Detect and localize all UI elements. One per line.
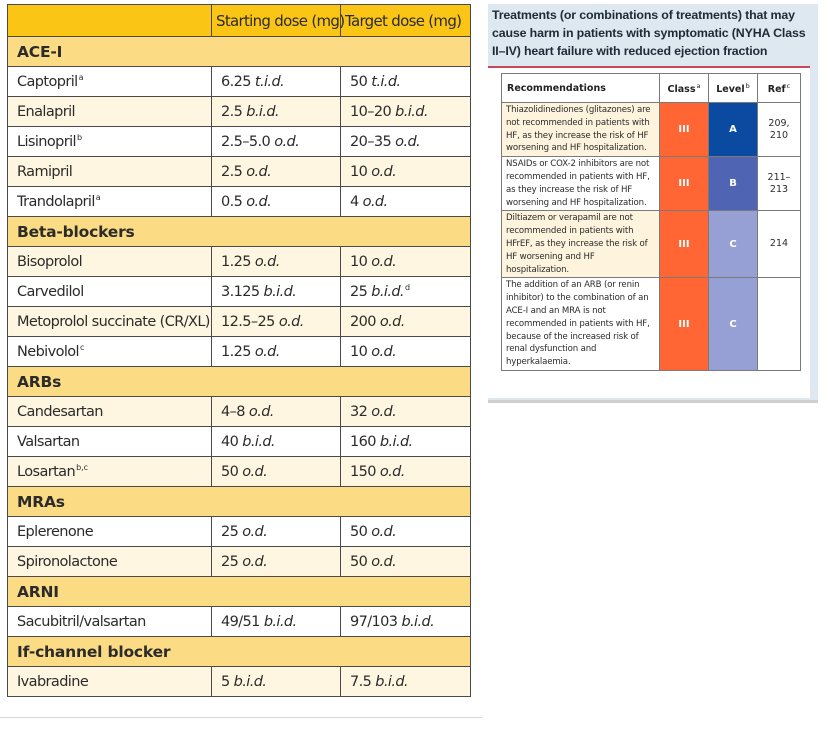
reference-cell: 214: [758, 211, 801, 278]
target-dose-value: 10: [350, 164, 368, 180]
target-dose-frequency: o.d.: [371, 554, 397, 570]
reference-cell: 211–213: [758, 157, 801, 211]
drug-name-cell: [8, 97, 212, 127]
drug-name: Spironolactone: [17, 554, 118, 570]
dose-table: [7, 4, 471, 697]
starting-dose-value: 12.5–25: [221, 313, 275, 330]
recommendations-panel: [488, 4, 818, 400]
starting-dose-cell: [212, 127, 341, 157]
recommendation-text: Thiazolidinediones (glitazones) are not recommended in patients with HF, as they increase the risk of HF worsening and HF hospitalization.: [502, 103, 660, 157]
drug-name: Captopril: [17, 74, 78, 90]
recommendations-table: [501, 73, 801, 371]
target-dose-value: 50: [350, 554, 368, 570]
starting-dose-value: 25: [221, 523, 239, 540]
target-dose-frequency: o.d.: [371, 344, 397, 360]
target-dose-cell: [341, 247, 471, 277]
recommendation-text: NSAIDs or COX-2 inhibitors are not recommended in patients with HF, as they increase the risk of HF worsening and HF hospitalization.: [502, 157, 660, 211]
target-dose-value: 50: [350, 74, 368, 90]
starting-dose-frequency: b.i.d.: [233, 673, 267, 690]
drug-name: Metoprolol succinate (CR/XL): [17, 314, 210, 330]
drug-row: [8, 427, 471, 457]
drug-row: [8, 247, 471, 277]
starting-dose-cell: [212, 67, 341, 97]
target-dose-value: 10: [350, 254, 368, 270]
header-level-label: Level: [716, 83, 745, 95]
header-ref: [758, 74, 801, 103]
target-dose-value: 97/103: [350, 614, 398, 630]
drug-class-row: [8, 217, 471, 247]
drug-name: Trandolapril: [17, 194, 95, 210]
drug-name-cell: [8, 247, 212, 277]
header-ref-label: Ref: [767, 83, 786, 95]
dose-table-container: [7, 4, 470, 697]
drug-name-cell: [8, 457, 212, 487]
drug-name: Valsartan: [17, 434, 80, 450]
drug-name-cell: [8, 67, 212, 97]
starting-dose-cell: [212, 667, 341, 697]
target-dose-value: 150: [350, 464, 376, 480]
recommendation-row: [502, 157, 801, 211]
header-class-footnote: a: [696, 81, 701, 90]
starting-dose-cell: [212, 247, 341, 277]
target-dose-frequency: t.i.d.: [371, 74, 401, 90]
drug-footnote: a: [78, 73, 84, 82]
starting-dose-value: 25: [221, 553, 239, 570]
target-dose-value: 50: [350, 524, 368, 540]
starting-dose-frequency: o.d.: [242, 463, 268, 480]
drug-row: [8, 277, 471, 307]
starting-dose-frequency: b.i.d.: [246, 103, 279, 120]
drug-class-name: ACE-I: [8, 37, 471, 67]
target-dose-frequency: b.i.d.: [371, 284, 404, 300]
level-badge: C: [709, 211, 758, 278]
drug-name-cell: [8, 427, 212, 457]
dose-table-header-row: [8, 5, 471, 37]
drug-class-row: [8, 487, 471, 517]
target-dose-cell: [341, 187, 471, 217]
header-class: [660, 74, 709, 103]
header-level: [709, 74, 758, 103]
target-dose-cell: [341, 607, 471, 637]
drug-row: [8, 307, 471, 337]
starting-dose-cell: [212, 607, 341, 637]
drug-row: [8, 607, 471, 637]
drug-name-cell: [8, 607, 212, 637]
target-dose-cell: [341, 97, 471, 127]
drug-name-cell: [8, 127, 212, 157]
target-dose-frequency: o.d.: [379, 314, 405, 330]
starting-dose-frequency: o.d.: [254, 253, 280, 270]
target-dose-cell: [341, 337, 471, 367]
starting-dose-value: 3.125: [221, 283, 260, 300]
drug-row: [8, 517, 471, 547]
drug-name: Ivabradine: [17, 674, 89, 690]
recommendations-title: Treatments (or combinations of treatments) that may cause harm in patients with symptomatic (NYHA Class II–IV) heart failure with reduced ejection fraction: [492, 8, 806, 58]
starting-dose-frequency: o.d.: [246, 193, 272, 210]
starting-dose-cell: [212, 187, 341, 217]
target-dose-frequency: o.d.: [371, 164, 397, 180]
level-badge: C: [709, 278, 758, 371]
target-dose-cell: [341, 457, 471, 487]
drug-name-cell: [8, 517, 212, 547]
target-dose-frequency: b.i.d.: [401, 614, 435, 630]
target-dose-frequency: b.i.d.: [375, 674, 408, 690]
recommendations-body: [488, 68, 810, 398]
target-dose-value: 25: [350, 284, 368, 300]
drug-name-cell: [8, 667, 212, 697]
target-dose-frequency: o.d.: [371, 404, 397, 420]
drug-row: [8, 547, 471, 577]
class-badge: III: [660, 211, 709, 278]
starting-dose-cell: [212, 277, 341, 307]
drug-class-row: [8, 367, 471, 397]
starting-dose-cell: [212, 427, 341, 457]
level-badge: B: [709, 157, 758, 211]
drug-class-row: [8, 37, 471, 67]
target-dose-frequency: o.d.: [379, 464, 405, 480]
target-dose-cell: [341, 427, 471, 457]
panel-shadow: [488, 400, 818, 403]
drug-name: Eplerenone: [17, 524, 94, 540]
starting-dose-cell: [212, 307, 341, 337]
drug-class-row: [8, 637, 471, 667]
header-drug: [8, 5, 212, 37]
recommendation-row: [502, 103, 801, 157]
drug-name: Nebivolol: [17, 344, 79, 360]
reference-cell: [758, 278, 801, 371]
starting-dose-cell: [212, 157, 341, 187]
recommendation-text: Diltiazem or verapamil are not recommended in patients with HFrEF, as they increase the risk of HF worsening and HF hospitalization.: [502, 211, 660, 278]
drug-row: [8, 667, 471, 697]
drug-name-cell: [8, 277, 212, 307]
target-dose-frequency: b.i.d.: [379, 434, 413, 450]
drug-row: [8, 187, 471, 217]
recommendation-row: [502, 278, 801, 371]
target-dose-cell: [341, 127, 471, 157]
target-dose-value: 20–35: [350, 134, 392, 150]
starting-dose-value: 5: [221, 673, 230, 690]
starting-dose-cell: [212, 97, 341, 127]
target-dose-value: 4: [350, 194, 359, 210]
target-dose-value: 10: [350, 344, 368, 360]
target-dose-value: 7.5: [350, 674, 372, 690]
drug-class-name: Beta-blockers: [8, 217, 471, 247]
starting-dose-value: 2.5–5.0: [221, 133, 271, 150]
drug-row: [8, 397, 471, 427]
recommendation-text: The addition of an ARB (or renin inhibitor) to the combination of an ACE-I and an MRA is not recommended in patients with HF, because of the increased risk of renal dysfunction and hyperkalaemia.: [502, 278, 660, 371]
target-dose-frequency: b.i.d.: [395, 104, 428, 120]
starting-dose-frequency: o.d.: [242, 523, 268, 540]
class-badge: III: [660, 103, 709, 157]
header-level-footnote: b: [745, 81, 750, 90]
drug-class-name: ARBs: [8, 367, 471, 397]
target-dose-cell: [341, 277, 471, 307]
target-dose-cell: [341, 517, 471, 547]
starting-dose-frequency: o.d.: [242, 553, 268, 570]
starting-dose-frequency: b.i.d.: [242, 433, 275, 450]
target-dose-cell: [341, 307, 471, 337]
target-dose-cell: [341, 157, 471, 187]
drug-name: Candesartan: [17, 404, 103, 420]
target-dose-value: 200: [350, 314, 376, 330]
drug-name: Carvedilol: [17, 284, 84, 300]
drug-name: Bisoprolol: [17, 254, 83, 270]
starting-dose-cell: [212, 457, 341, 487]
drug-name: Ramipril: [17, 164, 73, 180]
reference-cell: 209, 210: [758, 103, 801, 157]
header-recommendations: [502, 74, 660, 103]
starting-dose-cell: [212, 517, 341, 547]
target-dose-frequency: o.d.: [395, 134, 421, 150]
recommendation-row: [502, 211, 801, 278]
drug-name-cell: [8, 337, 212, 367]
drug-name-cell: [8, 187, 212, 217]
starting-dose-value: 0.5: [221, 193, 243, 210]
drug-name: Lisinopril: [17, 134, 76, 150]
target-dose-footnote: d: [404, 283, 411, 292]
starting-dose-frequency: o.d.: [274, 133, 300, 150]
starting-dose-cell: [212, 337, 341, 367]
drug-row: [8, 157, 471, 187]
drug-name: Sacubitril/valsartan: [17, 614, 146, 630]
target-dose-cell: [341, 397, 471, 427]
drug-class-row: [8, 577, 471, 607]
header-starting-dose: Starting dose (mg): [212, 5, 341, 37]
drug-footnote: c: [79, 343, 85, 352]
target-dose-value: 160: [350, 434, 376, 450]
starting-dose-value: 2.5: [221, 163, 243, 180]
starting-dose-cell: [212, 547, 341, 577]
starting-dose-value: 2.5: [221, 103, 243, 120]
drug-row: [8, 127, 471, 157]
target-dose-frequency: o.d.: [371, 254, 397, 270]
drug-name-cell: [8, 397, 212, 427]
starting-dose-value: 49/51: [221, 613, 260, 630]
drug-row: [8, 67, 471, 97]
starting-dose-value: 4–8: [221, 403, 245, 420]
target-dose-frequency: o.d.: [362, 194, 388, 210]
starting-dose-value: 40: [221, 433, 239, 450]
starting-dose-value: 1.25: [221, 253, 251, 270]
starting-dose-frequency: o.d.: [254, 343, 280, 360]
target-dose-frequency: o.d.: [371, 524, 397, 540]
header-target-dose: Target dose (mg): [341, 5, 471, 37]
drug-name-cell: [8, 547, 212, 577]
drug-name-cell: [8, 307, 212, 337]
drug-class-name: If-channel blocker: [8, 637, 471, 667]
bottom-divider: [0, 717, 482, 718]
target-dose-cell: [341, 547, 471, 577]
starting-dose-frequency: o.d.: [248, 403, 274, 420]
drug-footnote: b,c: [76, 463, 89, 472]
starting-dose-value: 6.25: [221, 73, 251, 90]
level-badge: A: [709, 103, 758, 157]
target-dose-value: 10–20: [350, 104, 392, 120]
drug-footnote: a: [95, 193, 101, 202]
drug-name: Losartan: [17, 464, 76, 480]
starting-dose-cell: [212, 397, 341, 427]
class-badge: III: [660, 157, 709, 211]
drug-row: [8, 457, 471, 487]
header-recommendations-label: Recommendations: [507, 82, 606, 94]
target-dose-value: 32: [350, 404, 368, 420]
header-ref-footnote: c: [786, 81, 791, 90]
drug-name: Enalapril: [17, 104, 75, 120]
starting-dose-value: 1.25: [221, 343, 251, 360]
starting-dose-frequency: o.d.: [278, 313, 304, 330]
drug-row: [8, 97, 471, 127]
starting-dose-frequency: t.i.d.: [254, 73, 285, 90]
class-badge: III: [660, 278, 709, 371]
starting-dose-value: 50: [221, 463, 239, 480]
drug-class-name: ARNI: [8, 577, 471, 607]
starting-dose-frequency: o.d.: [246, 163, 272, 180]
header-class-label: Class: [667, 83, 696, 95]
target-dose-cell: [341, 667, 471, 697]
target-dose-cell: [341, 67, 471, 97]
drug-name-cell: [8, 157, 212, 187]
drug-class-name: MRAs: [8, 487, 471, 517]
drug-footnote: b: [76, 133, 83, 142]
starting-dose-frequency: b.i.d.: [263, 283, 297, 300]
starting-dose-frequency: b.i.d.: [263, 613, 297, 630]
recommendations-header-row: [502, 74, 801, 103]
drug-row: [8, 337, 471, 367]
